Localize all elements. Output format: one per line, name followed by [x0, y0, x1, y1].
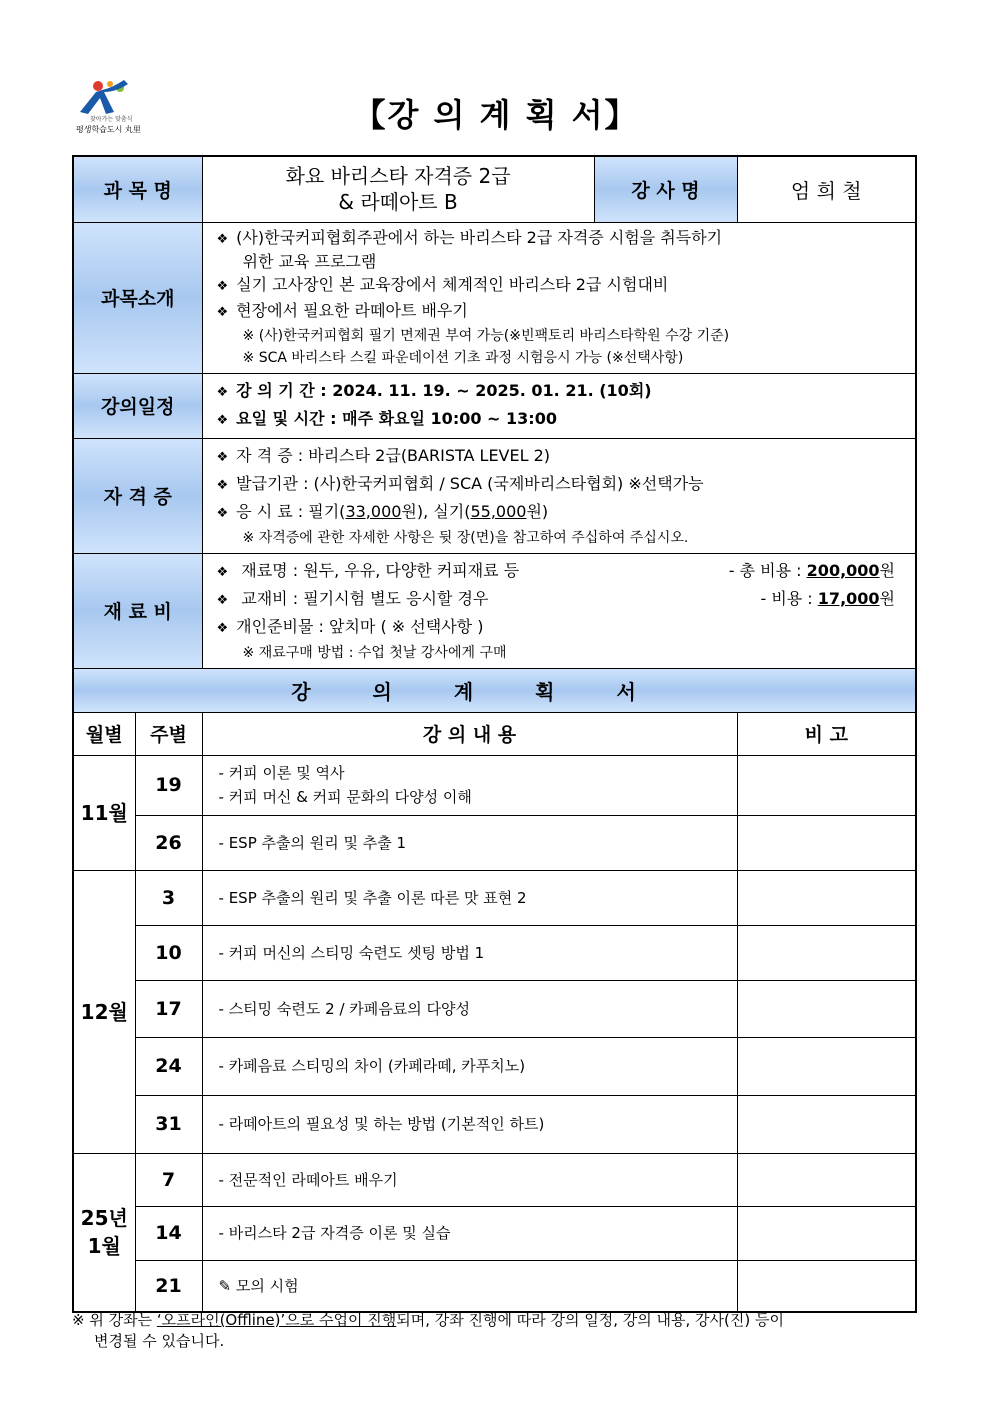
table-row	[73, 1095, 916, 1153]
textbook-cost-label: - 비용 :	[760, 588, 818, 608]
note-cell	[737, 1206, 916, 1260]
week-cell: 21	[135, 1260, 202, 1312]
week-cell: 7	[135, 1153, 202, 1206]
material-line-1	[217, 558, 906, 586]
footnote-underlined: ‘오프라인(Offline)’으로 수업이 진행	[156, 1311, 397, 1329]
note-cell	[737, 925, 916, 980]
material-cost-label: - 총 비용 :	[728, 560, 807, 580]
content-cell: - ESP 추출의 원리 및 추출 이론 따른 맛 표현 2	[202, 870, 737, 925]
material-content	[202, 553, 916, 668]
material-item: 재료명 : 원두, 우유, 다양한 커피재료 등	[241, 560, 520, 580]
material-label: 재 료 비	[73, 553, 202, 668]
col-content: 강 의 내 용	[202, 712, 737, 755]
content-cell: - 카페음료 스티밍의 차이 (카페라떼, 카푸치노)	[202, 1037, 737, 1095]
content-cell	[202, 755, 737, 815]
textbook-cost	[760, 586, 895, 612]
textbook-item: 교재비 : 필기시험 별도 응시할 경우	[241, 588, 489, 608]
schedule-period: ❖ 강 의 기 간 : 2024. 11. 19. ~ 2025. 01. 21. (10회)	[217, 378, 906, 406]
material-cost	[729, 558, 895, 584]
col-month: 월별	[73, 712, 135, 755]
cert-line-2: ❖ 발급기관 : (사)한국커피협회 / SCA (국제바리스타협회) ※선택가능	[217, 471, 906, 499]
content-cell: ✎ 모의 시험	[202, 1260, 737, 1312]
month-name: 1월	[87, 1234, 121, 1259]
content-cell: - 바리스타 2급 자격증 이론 및 실습	[202, 1206, 737, 1260]
footnote-prefix: ※ 위 강좌는	[72, 1311, 157, 1329]
textbook-cost-value: 17,000	[817, 588, 880, 608]
col-week: 주별	[135, 712, 202, 755]
note-cell	[737, 1153, 916, 1206]
intro-line-4: ❖ 현장에서 필요한 라떼아트 배우기	[217, 299, 906, 325]
week-cell: 26	[135, 815, 202, 870]
cert-written-fee: 33,000	[345, 501, 402, 521]
plan-title: 강의계획서	[73, 668, 916, 712]
footnote-line-1	[72, 1310, 922, 1331]
intro-line-3: ❖ 실기 고사장인 본 교육장에서 체계적인 바리스타 2급 시험대비	[217, 273, 906, 299]
material-cost-unit: 원	[879, 560, 896, 580]
cert-note: ※ 자격증에 관한 자세한 사항은 뒷 장(면)을 참고하여 주십하여 주십시오.	[242, 529, 689, 546]
cert-fee-suffix: 원)	[526, 501, 549, 521]
logo-slogan: 찾아가는 맞춤식	[90, 116, 133, 123]
footnote	[72, 1310, 922, 1352]
content-cell: - 전문적인 라떼아트 배우기	[202, 1153, 737, 1206]
cert-fee-mid: 원), 실기(	[401, 501, 471, 521]
note-cell	[737, 1095, 916, 1153]
table-row	[73, 815, 916, 870]
content-cell: - ESP 추출의 원리 및 추출 1	[202, 815, 737, 870]
material-note: ※ 재료구매 방법 : 수업 첫날 강사에게 구매	[242, 644, 507, 661]
content-line: - 커피 머신 & 커피 문화의 다양성 이해	[218, 788, 472, 806]
cert-fee-prefix: 응 시 료 : 필기(	[236, 501, 346, 521]
intro-line-2: 위한 교육 프로그램	[242, 251, 377, 271]
week-cell: 3	[135, 870, 202, 925]
note-cell	[737, 755, 916, 815]
instructor-label: 강 사 명	[594, 156, 737, 222]
material-line-2	[217, 586, 906, 614]
month-nov: 11월	[73, 755, 135, 870]
document-title: 【강 의 계 획 서】	[353, 96, 639, 134]
cert-practical-fee: 55,000	[470, 501, 527, 521]
intro-label: 과목소개	[73, 222, 202, 373]
footnote-suffix: 되며, 강좌 진행에 따라 강의 일정, 강의 내용, 강사(진) 등이	[396, 1311, 784, 1329]
subject-name	[202, 156, 594, 222]
content-cell: - 커피 머신의 스티밍 숙련도 셋팅 방법 1	[202, 925, 737, 980]
course-plan-table	[72, 155, 917, 1313]
table-row	[73, 980, 916, 1037]
note-cell	[737, 1037, 916, 1095]
table-row	[73, 1260, 916, 1312]
logo-text: 평생학습도시 丸里	[76, 125, 141, 134]
note-cell	[737, 815, 916, 870]
table-row	[73, 755, 916, 815]
table-row	[73, 925, 916, 980]
cert-fee-line	[217, 499, 906, 527]
table-row	[73, 1206, 916, 1260]
intro-note-2: ※ SCA 바리스타 스킬 파운데이션 기초 과정 시험응시 가능 (※선택사항)	[242, 349, 684, 366]
intro-content	[202, 222, 916, 373]
schedule-content	[202, 373, 916, 438]
instructor-name: 엄 희 철	[737, 156, 916, 222]
schedule-time: ❖ 요일 및 시간 : 매주 화요일 10:00 ~ 13:00	[217, 406, 906, 434]
textbook-cost-unit: 원	[879, 588, 896, 608]
note-cell	[737, 980, 916, 1037]
material-cost-value: 200,000	[806, 560, 880, 580]
note-cell	[737, 1260, 916, 1312]
content-line: - 커피 이론 및 역사	[218, 764, 345, 782]
week-cell: 10	[135, 925, 202, 980]
cert-line-1: ❖ 자 격 증 : 바리스타 2급(BARISTA LEVEL 2)	[217, 443, 906, 471]
month-jan	[73, 1153, 135, 1312]
material-line-3: ❖ 개인준비물 : 앞치마 ( ※ 선택사항 )	[217, 614, 906, 642]
intro-note-1: ※ (사)한국커피협회 필기 면제권 부여 가능(※빈팩토리 바리스타학원 수강 기준)	[242, 327, 730, 344]
subject-label: 과 목 명	[73, 156, 202, 222]
footnote-line-2: 변경될 수 있습니다.	[94, 1332, 225, 1350]
intro-line-1: ❖ (사)한국커피협회주관에서 하는 바리스타 2급 자격증 시험을 취득하기	[217, 227, 906, 251]
subject-line-1: 화요 바리스타 자격증 2급	[285, 164, 511, 189]
cert-content	[202, 438, 916, 553]
content-cell: - 라떼아트의 필요성 및 하는 방법 (기본적인 하트)	[202, 1095, 737, 1153]
week-cell: 24	[135, 1037, 202, 1095]
week-cell: 17	[135, 980, 202, 1037]
table-row	[73, 870, 916, 925]
table-row	[73, 1153, 916, 1206]
week-cell: 19	[135, 755, 202, 815]
content-cell: - 스티밍 숙련도 2 / 카페음료의 다양성	[202, 980, 737, 1037]
cert-label: 자 격 증	[73, 438, 202, 553]
month-year: 25년	[80, 1206, 128, 1231]
col-note: 비 고	[737, 712, 916, 755]
week-cell: 14	[135, 1206, 202, 1260]
subject-line-2: & 라떼아트 B	[338, 190, 458, 215]
week-cell: 31	[135, 1095, 202, 1153]
table-row	[73, 1037, 916, 1095]
schedule-label: 강의일정	[73, 373, 202, 438]
note-cell	[737, 870, 916, 925]
month-dec: 12월	[73, 870, 135, 1153]
